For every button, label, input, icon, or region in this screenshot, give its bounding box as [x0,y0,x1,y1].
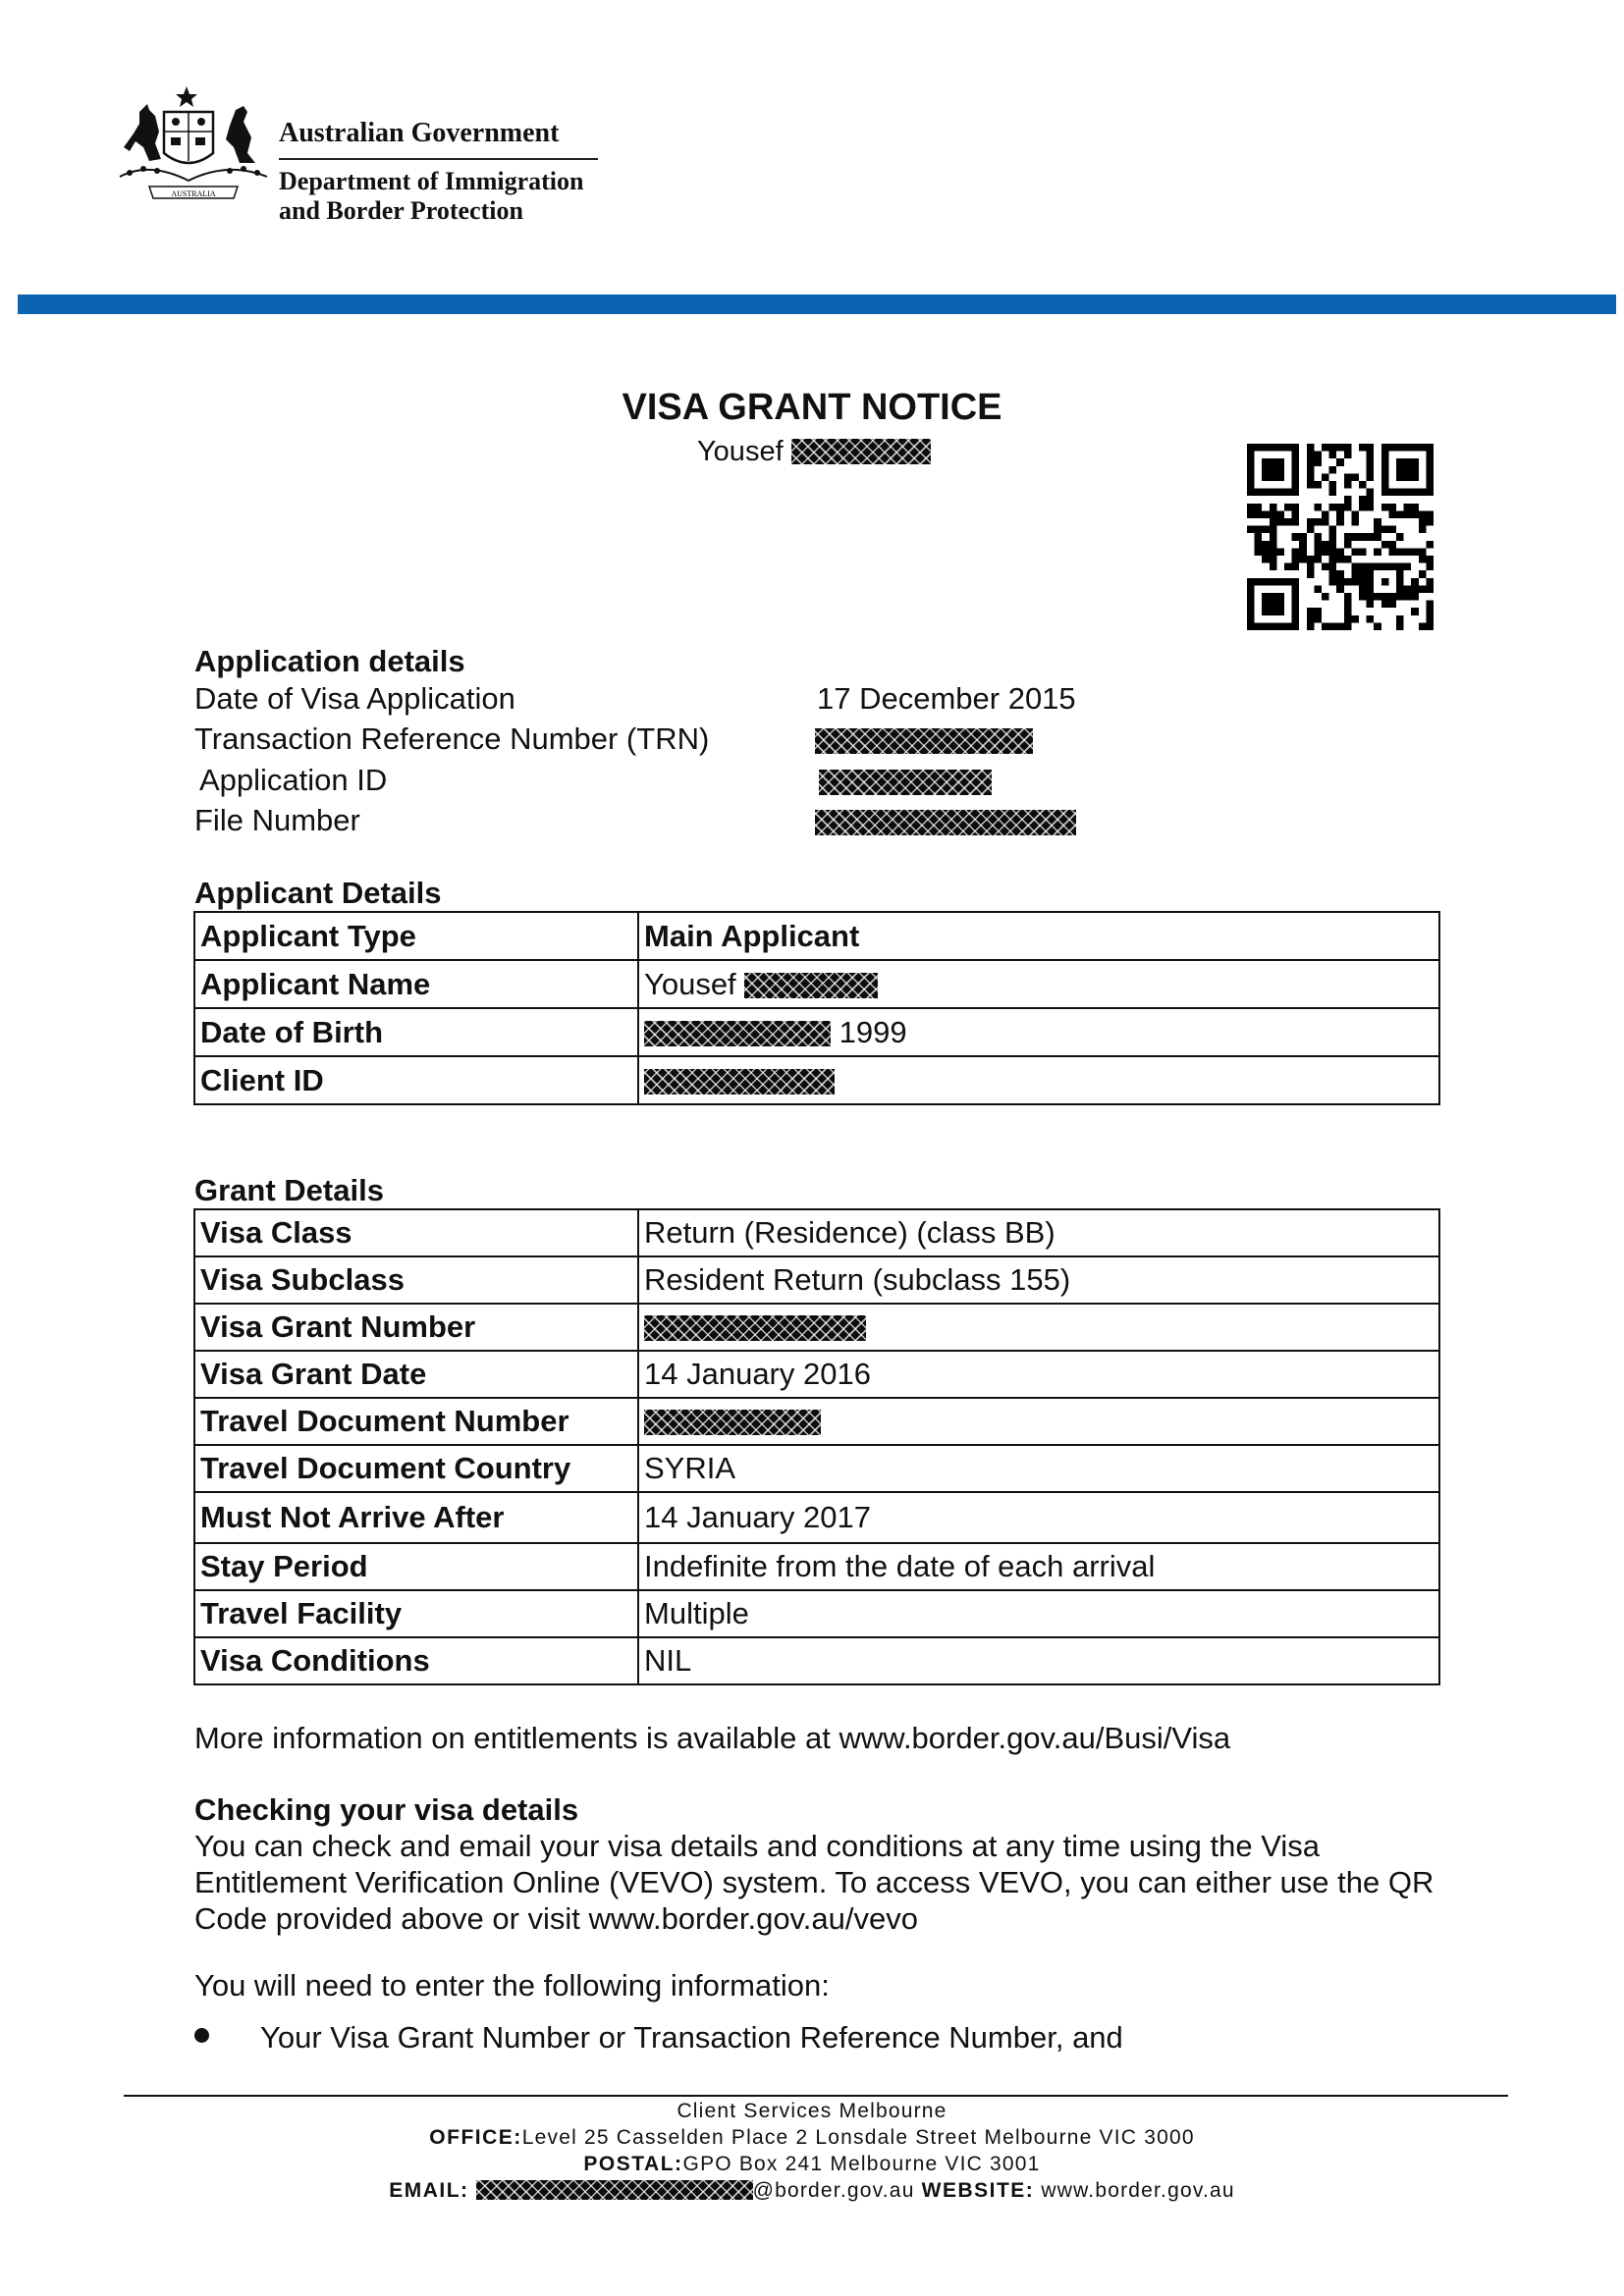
date-of-birth-cell [638,1008,1439,1056]
footer-office-label: OFFICE: [429,2126,522,2149]
applicant-type-label: Applicant Type [194,912,638,960]
more-info-text: More information on entitlements is available at www.border.gov.au/Busi/Visa [194,1721,1231,1755]
date-of-birth-label: Date of Birth [194,1008,638,1056]
app-label-application-id: Application ID [199,763,388,797]
redacted-birth-day-month [644,1021,831,1046]
applicant-name-subtitle [697,436,931,468]
footer-postal-label: POSTAL: [583,2153,683,2175]
header-rule [279,158,598,160]
government-name: Australian Government [279,118,560,148]
table-row [194,912,1439,960]
table-row [194,1256,1439,1304]
stay-period-label: Stay Period [194,1543,638,1590]
checking-paragraph [194,1828,1510,1937]
visa-class-label: Visa Class [194,1209,638,1256]
applicant-name-value: Yousef [644,966,736,1001]
table-row [194,1056,1439,1104]
crest-ribbon-text: AUSTRALIA [171,189,216,198]
coat-of-arms-icon [110,82,277,205]
app-value-date: 17 December 2015 [817,681,1076,716]
app-label-date: Date of Visa Application [194,681,515,716]
bullet-item: Your Visa Grant Number or Transaction Reference Number, and [260,2020,1123,2055]
checking-line-3: Code provided above or visit www.border.gov.au/vevo [194,1901,918,1936]
applicant-name-cell [638,960,1439,1008]
footer-office-line [0,2126,1624,2150]
visa-conditions-label: Visa Conditions [194,1637,638,1684]
grant-details-table [193,1208,1440,1685]
travel-document-country-value: SYRIA [638,1445,1439,1492]
notice-title: VISA GRANT NOTICE [622,387,1002,428]
department-line-1: Department of Immigration [279,167,584,195]
client-id-cell [638,1056,1439,1104]
table-row [194,1008,1439,1056]
visa-class-value: Return (Residence) (class BB) [638,1209,1439,1256]
need-info-text: You will need to enter the following information: [194,1968,830,2002]
travel-facility-value: Multiple [638,1590,1439,1637]
travel-document-country-label: Travel Document Country [194,1445,638,1492]
table-row [194,1590,1439,1637]
application-details-heading: Application details [194,644,465,678]
app-label-file-number: File Number [194,803,360,837]
app-label-trn: Transaction Reference Number (TRN) [194,721,710,756]
checking-line-1: You can check and email your visa details and conditions at any time using the Visa [194,1829,1320,1863]
redacted-email-user [476,2180,753,2200]
table-row [194,1351,1439,1398]
footer-rule [124,2095,1508,2097]
date-of-birth-year: 1999 [839,1014,907,1049]
redacted-grant-number [644,1315,866,1341]
table-row [194,1637,1439,1684]
footer-website-label: WEBSITE: [921,2179,1035,2202]
footer-website-value[interactable]: www.border.gov.au [1041,2179,1235,2202]
travel-facility-label: Travel Facility [194,1590,638,1637]
visa-grant-number-cell [638,1304,1439,1351]
redacted-surname [744,973,878,998]
applicant-first-name: Yousef [697,436,784,467]
footer-contact-line [0,2179,1624,2203]
footer-office-name: Client Services Melbourne [677,2100,947,2122]
applicant-details-heading: Applicant Details [194,876,442,910]
bullet-icon [194,2028,209,2043]
must-not-arrive-after-value: 14 January 2017 [638,1492,1439,1543]
visa-conditions-value: NIL [638,1637,1439,1684]
checking-heading: Checking your visa details [194,1792,579,1827]
checking-line-2: Entitlement Verification Online (VEVO) system. To access VEVO, you can either use the QR [194,1865,1435,1899]
stay-period-value: Indefinite from the date of each arrival [638,1543,1439,1590]
table-row [194,1492,1439,1543]
applicant-details-table [193,911,1440,1105]
client-id-label: Client ID [194,1056,638,1104]
visa-subclass-label: Visa Subclass [194,1256,638,1304]
must-not-arrive-after-label: Must Not Arrive After [194,1492,638,1543]
redacted-client-id [644,1069,835,1095]
footer-office-value: Level 25 Casselden Place 2 Lonsdale Street Melbourne VIC 3000 [521,2126,1195,2149]
table-row [194,1209,1439,1256]
header-band [18,294,1616,314]
grant-details-heading: Grant Details [194,1173,384,1207]
visa-grant-date-label: Visa Grant Date [194,1351,638,1398]
table-row [194,960,1439,1008]
redacted-file-number [815,810,1076,835]
travel-document-number-label: Travel Document Number [194,1398,638,1445]
visa-grant-date-value: 14 January 2016 [638,1351,1439,1398]
travel-document-number-cell [638,1398,1439,1445]
table-row [194,1543,1439,1590]
visa-grant-number-label: Visa Grant Number [194,1304,638,1351]
redacted-trn [815,728,1033,754]
redacted-application-id [819,770,992,795]
footer-email-domain[interactable]: @border.gov.au [752,2179,915,2202]
footer-email-label: EMAIL: [389,2179,469,2202]
applicant-type-value: Main Applicant [638,912,1439,960]
redacted-travel-document-number [644,1410,821,1435]
redacted-surname [791,439,931,464]
table-row [194,1304,1439,1351]
footer-postal-value: GPO Box 241 Melbourne VIC 3001 [682,2153,1041,2175]
qr-code-icon[interactable] [1247,444,1434,630]
department-line-2: and Border Protection [279,196,523,225]
table-row [194,1445,1439,1492]
table-row [194,1398,1439,1445]
applicant-name-label: Applicant Name [194,960,638,1008]
visa-subclass-value: Resident Return (subclass 155) [638,1256,1439,1304]
footer-postal-line [0,2153,1624,2176]
